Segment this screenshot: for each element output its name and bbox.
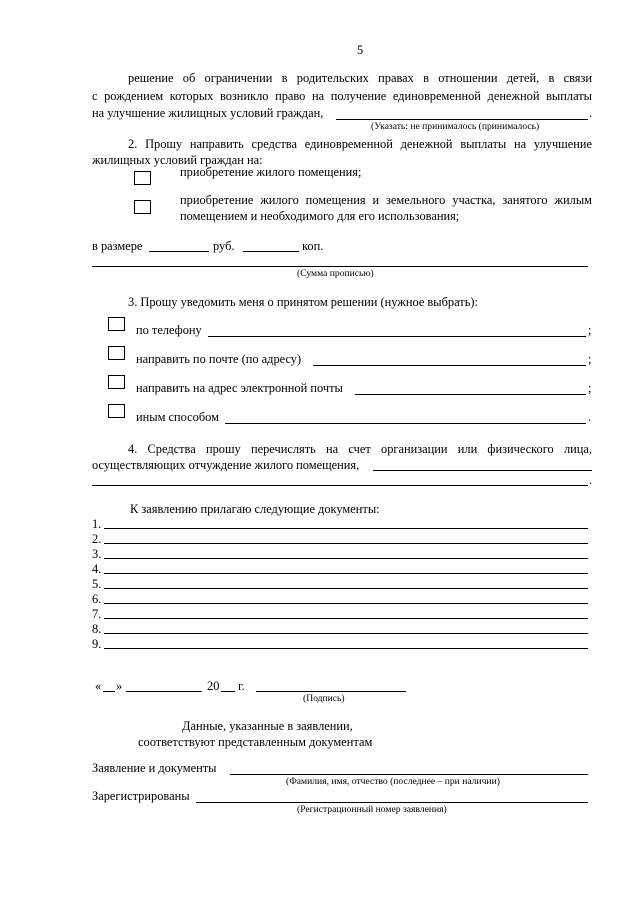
notify-email-label: направить на адрес электронной почты: [136, 381, 343, 395]
section2-line-1: 2. Прошу направить средства единовременной денежной выплаты на улучшение: [128, 137, 592, 151]
section4-end: .: [589, 473, 593, 487]
intro-line-2: с рождением которых возникло право на получение единовременной денежной выплаты: [92, 89, 592, 103]
date-day-field[interactable]: [103, 691, 115, 692]
attachment-number: 4.: [92, 562, 102, 576]
notify-other-field[interactable]: [225, 423, 586, 424]
attachment-field[interactable]: [104, 558, 588, 559]
attachment-number: 9.: [92, 637, 102, 651]
notify-other-label: иным способом: [136, 410, 219, 424]
section2-line-2: жилищных условий граждан на:: [92, 153, 263, 167]
date-year-prefix: 20: [207, 679, 220, 693]
amount-words-field[interactable]: [92, 266, 588, 267]
intro-line-3-end: .: [589, 106, 593, 120]
signature-hint: (Подпись): [303, 693, 345, 704]
amount-prefix: в размере: [92, 239, 143, 253]
option-housing-land-checkbox[interactable]: [134, 200, 151, 214]
notify-email-field[interactable]: [355, 394, 586, 395]
date-quote-open: «: [95, 679, 102, 693]
amount-rub-field[interactable]: [149, 251, 209, 252]
notify-email-checkbox[interactable]: [108, 375, 125, 389]
attachment-field[interactable]: [104, 633, 588, 634]
date-year-suffix: г.: [238, 679, 245, 693]
intro-line-1: решение об ограничении в родительских правах в отношении детей, в связи: [128, 71, 592, 85]
attachment-field[interactable]: [104, 543, 588, 544]
attachment-field[interactable]: [104, 573, 588, 574]
signature-field[interactable]: [256, 691, 406, 692]
restriction-hint: (Указать: не принималось (принималось): [371, 121, 540, 132]
attachment-field[interactable]: [104, 528, 588, 529]
option-housing-land-label-1: приобретение жилого помещения и земельного участка, занятого жилым: [180, 193, 592, 207]
docs-label: Заявление и документы: [92, 761, 217, 775]
option-housing-label: приобретение жилого помещения;: [180, 165, 362, 179]
notify-phone-label: по телефону: [136, 323, 202, 337]
attachment-number: 6.: [92, 592, 102, 606]
option-housing-land-label-2: помещением и необходимого для его использования;: [180, 209, 460, 223]
attachment-number: 8.: [92, 622, 102, 636]
attachment-field[interactable]: [104, 588, 588, 589]
notify-email-end: ;: [588, 381, 592, 395]
notify-title: 3. Прошу уведомить меня о принятом решении (нужное выбрать):: [128, 295, 478, 309]
recipient-field-2[interactable]: [92, 485, 588, 486]
notify-other-end: .: [588, 410, 592, 424]
recipient-field-1[interactable]: [373, 470, 592, 471]
registration-number-field[interactable]: [196, 802, 588, 803]
date-year-field[interactable]: [221, 691, 235, 692]
notify-phone-field[interactable]: [208, 336, 586, 337]
attachment-number: 2.: [92, 532, 102, 546]
attachment-field[interactable]: [104, 603, 588, 604]
confirmation-line-1: Данные, указанные в заявлении,: [182, 719, 353, 733]
attachment-field[interactable]: [104, 648, 588, 649]
attachments-title: К заявлению прилагаю следующие документы:: [130, 502, 380, 516]
section4-line-2: осуществляющих отчуждение жилого помещения,: [92, 458, 360, 472]
amount-kop-label: коп.: [302, 239, 324, 253]
attachment-field[interactable]: [104, 618, 588, 619]
attachment-number: 5.: [92, 577, 102, 591]
docs-name-field[interactable]: [230, 774, 588, 775]
attachment-number: 3.: [92, 547, 102, 561]
attachment-number: 7.: [92, 607, 102, 621]
attachment-number: 1.: [92, 517, 102, 531]
amount-kop-field[interactable]: [243, 251, 299, 252]
docs-name-hint: (Фамилия, имя, отчество (последнее – при наличии): [286, 776, 500, 787]
option-housing-checkbox[interactable]: [134, 171, 151, 185]
restriction-decision-field[interactable]: [336, 119, 588, 120]
intro-line-3: на улучшение жилищных условий граждан,: [92, 106, 324, 120]
date-month-field[interactable]: [126, 691, 202, 692]
amount-rub-label: руб.: [213, 239, 235, 253]
notify-post-end: ;: [588, 352, 592, 366]
notify-post-checkbox[interactable]: [108, 346, 125, 360]
amount-words-hint: (Сумма прописью): [297, 268, 374, 279]
registered-label: Зарегистрированы: [92, 789, 190, 803]
page-number: 5: [357, 43, 364, 57]
confirmation-line-2: соответствуют представленным документам: [138, 735, 373, 749]
section4-line-1: 4. Средства прошу перечислять на счет организации или физического лица,: [128, 442, 592, 456]
date-quote-close: »: [116, 679, 123, 693]
notify-post-field[interactable]: [313, 365, 586, 366]
notify-phone-checkbox[interactable]: [108, 317, 125, 331]
registration-number-hint: (Регистрационный номер заявления): [297, 804, 447, 815]
notify-phone-end: ;: [588, 323, 592, 337]
notify-post-label: направить по почте (по адресу): [136, 352, 302, 366]
notify-other-checkbox[interactable]: [108, 404, 125, 418]
